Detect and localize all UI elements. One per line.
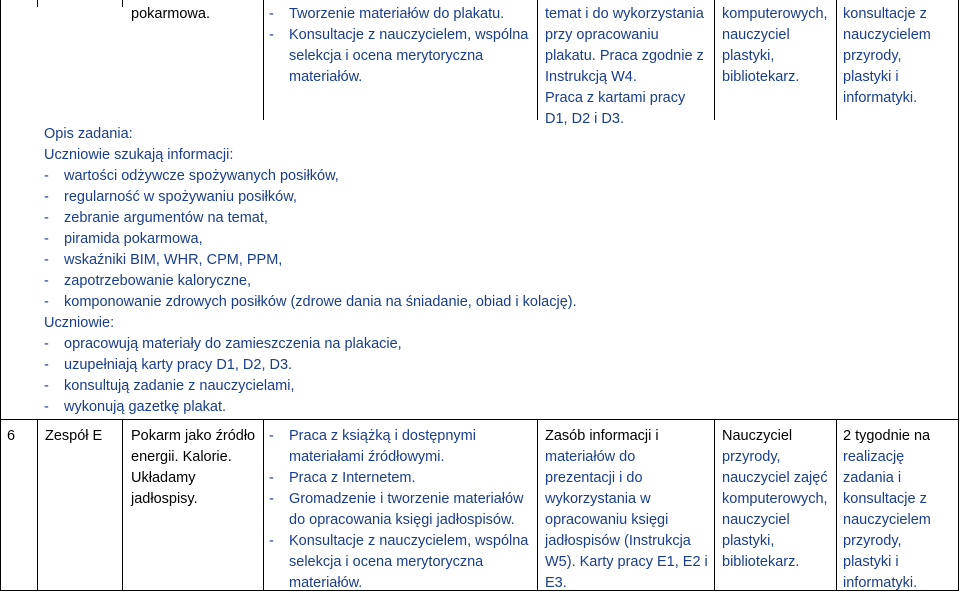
resources-line: opracowaniu księgi [545,512,669,528]
resources-line: plakatu. Praca zgodnie z [545,48,704,64]
list-item-line: materiałami źródłowymi. [289,449,445,465]
list-item: - Konsultacje z nauczycielem, wspólna [269,25,528,46]
list-item: - uzupełniają karty pracy D1, D2, D3. [44,355,402,376]
resources-line: E3. [545,575,567,591]
col-divider-1 [37,0,38,7]
resources-line: W5). Karty pracy E1, E2 i [545,554,708,570]
col-divider-4 [537,0,538,120]
people-line: plastyki, [722,48,775,64]
list-item: - wykonują gazetkę plakat. [44,397,402,418]
time-line: konsultacje z [843,6,927,22]
list-item: - wartości odżywcze spożywanych posiłków, [44,166,577,187]
topic-tail: pokarmowa. [131,6,210,22]
list-item-line: - Praca z książką i dostępnymi [289,428,476,444]
topic-line: Pokarm jako źródło [131,428,256,444]
col-divider-2-row6 [122,420,123,591]
top-time-cell [843,4,931,109]
people-line: bibliotekarz. [722,69,800,85]
time-line: plastyki i [843,554,899,570]
time-line: 2 tygodnie na [843,428,931,444]
resources-line: materiałów do [545,449,636,465]
people-line: Nauczyciel [722,428,793,444]
time-line: plastyki i [843,69,899,85]
list-item-continuation: selekcja i ocena merytoryczna [289,48,484,64]
list-item: - konsultują zadanie z nauczycielami, [44,376,402,397]
time-line: przyrody, [843,533,902,549]
list-item [269,468,528,489]
people-line: bibliotekarz. [722,554,800,570]
col-divider-2 [122,0,123,7]
student-tasks-list [44,334,402,418]
time-line: nauczycielem [843,512,931,528]
col-divider-4-row6 [537,420,538,591]
row6-activities-list [269,426,528,594]
time-line: nauczycielem [843,27,931,43]
row6-topic [131,426,255,510]
col-divider-5 [714,0,715,120]
people-line: nauczyciel [722,512,790,528]
task-heading: Opis zadania: [44,126,133,142]
time-line: przyrody, [843,48,902,64]
people-line: nauczyciel zajęć [722,470,828,486]
time-line: informatyki. [843,90,918,106]
list-item: - komponowanie zdrowych posiłków (zdrowe dania na śniadanie, obiad i kolację). [44,292,577,313]
people-line: plastyki, [722,533,775,549]
top-resources-cell [545,4,704,130]
top-people-cell [722,4,828,88]
list-item-line: selekcja i ocena merytoryczna [289,554,484,570]
people-line: komputerowych, [722,491,828,507]
list-item: - wskaźniki BIM, WHR, CPM, PPM, [44,250,577,271]
resources-line: Praca z kartami pracy [545,90,686,106]
students-label: Uczniowie: [44,315,115,331]
resources-line: Instrukcją W4. [545,69,637,85]
row6-time [843,426,931,594]
list-item-line: - Gromadzenie i tworzenie materiałów [289,491,524,507]
list-item [269,531,528,594]
resources-line: wykorzystania w [545,491,651,507]
top-activities-list [269,4,528,88]
time-line: zadania i [843,470,902,486]
time-line: informatyki. [843,575,918,591]
list-item-line: - Konsultacje z nauczycielem, wspólna [289,533,529,549]
resources-line: prezentacji i do [545,470,643,486]
list-item-continuation: materiałów. [289,69,363,85]
resources-line: D1, D2 i D3. [545,111,624,127]
row6-people [722,426,828,573]
resources-line: Zasób informacji i [545,428,659,444]
topic-line: Układamy [131,470,196,486]
time-line: konsultacje z [843,491,927,507]
topic-line: energii. Kalorie. [131,449,232,465]
people-line: przyrody, [722,449,781,465]
list-item: - zapotrzebowanie kaloryczne, [44,271,577,292]
col-divider-5-row6 [714,420,715,591]
list-item-line: do opracowania księgi jadłospisów. [289,512,515,528]
col-divider-6 [836,0,837,120]
people-line: nauczyciel [722,27,790,43]
list-item-line: - Praca z Internetem. [289,470,416,486]
task-info-list [44,166,577,313]
resources-line: temat i do wykorzystania [545,6,704,22]
row-number: 6 [7,428,16,444]
col-divider-1-row6 [37,420,38,591]
table-right-border [958,0,959,591]
task-intro: Uczniowie szukają informacji: [44,147,234,163]
list-item [269,426,528,468]
row-divider [0,419,959,420]
list-item: - regularność w spożywaniu posiłków, [44,187,577,208]
list-item: - Tworzenie materiałów do plakatu. [269,4,528,25]
col-divider-3 [263,0,264,120]
task-description [44,124,233,166]
list-item [269,489,528,531]
table-left-border [0,0,1,591]
list-item: - opracowują materiały do zamieszczenia na plakacie, [44,334,402,355]
team-name: Zespół E [45,428,103,444]
list-item-line: materiałów. [289,575,363,591]
time-line: realizację [843,449,905,465]
people-line: komputerowych, [722,6,828,22]
list-item: - piramida pokarmowa, [44,229,577,250]
row6-resources [545,426,708,594]
col-divider-6-row6 [836,420,837,591]
resources-line: jadłospisów (Instrukcja [545,533,691,549]
list-item: - zebranie argumentów na temat, [44,208,577,229]
resources-line: przy opracowaniu [545,27,659,43]
col-divider-3-row6 [263,420,264,591]
topic-line: jadłospisy. [131,491,198,507]
